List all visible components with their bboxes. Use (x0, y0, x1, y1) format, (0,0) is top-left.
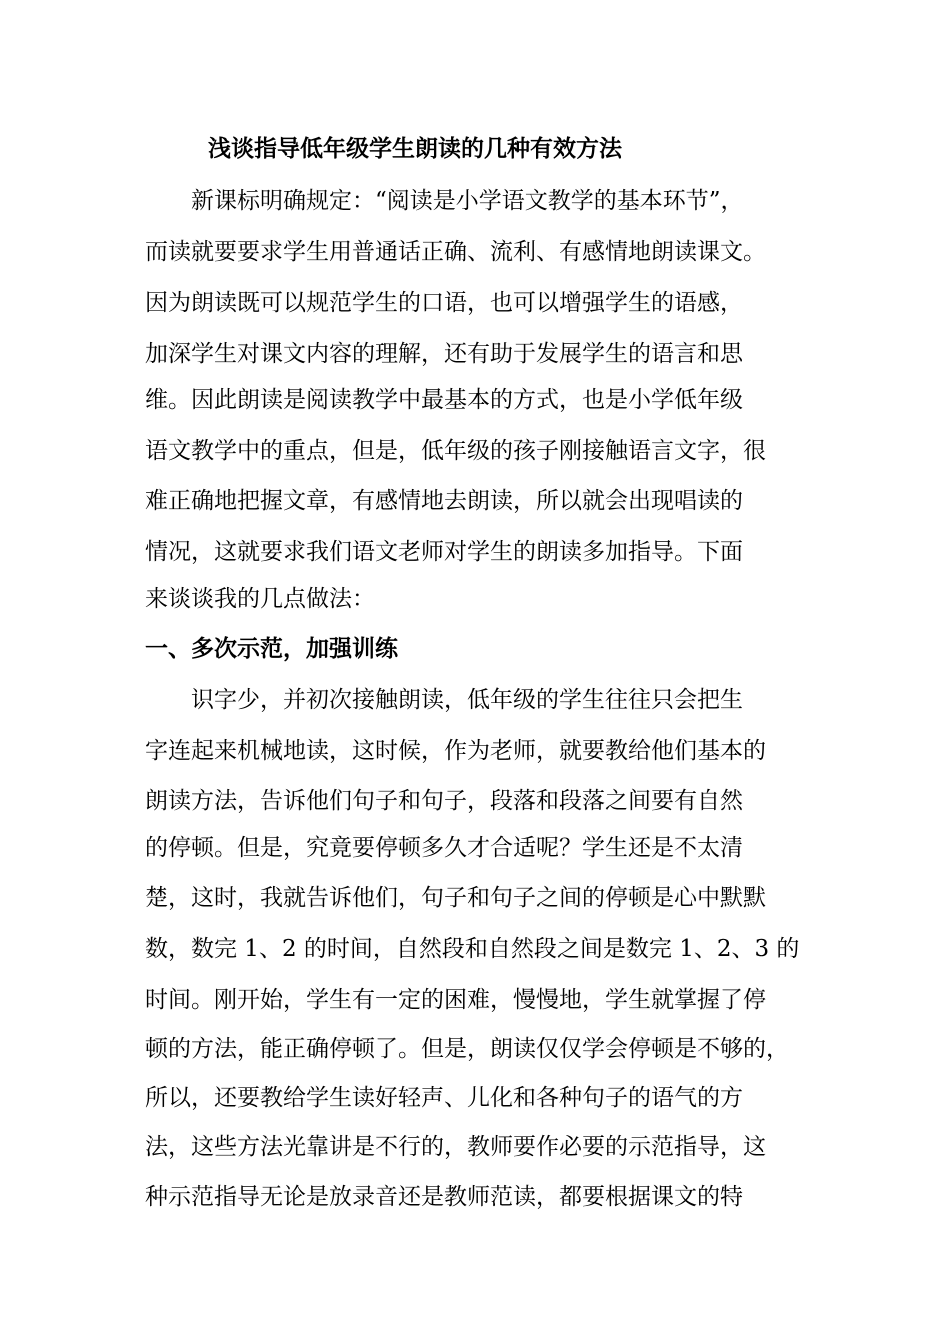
paragraph-line: 因为朗读既可以规范学生的口语，也可以增强学生的语感， (145, 290, 743, 316)
paragraph-line: 维。因此朗读是阅读教学中最基本的方式，也是小学低年级 (145, 387, 743, 413)
paragraph-line: 语文教学中的重点，但是，低年级的孩子刚接触语言文字，很 (145, 438, 766, 464)
section-heading: 一、多次示范，加强训练 (145, 635, 398, 662)
paragraph-line: 楚，这时，我就告诉他们，句子和句子之间的停顿是心中默默 (145, 885, 766, 911)
paragraph-line: 新课标明确规定：“阅读是小学语文教学的基本环节”， (145, 188, 744, 214)
paragraph-line: 字连起来机械地读，这时候，作为老师，就要教给他们基本的 (145, 738, 766, 764)
paragraph-line: 的停顿。但是，究竟要停顿多久才合适呢？学生还是不太清 (145, 835, 743, 861)
paragraph-line: 难正确地把握文章，有感情地去朗读，所以就会出现唱读的 (145, 488, 743, 514)
paragraph-line: 加深学生对课文内容的理解，还有助于发展学生的语言和思 (145, 341, 743, 367)
paragraph-line: 而读就要要求学生用普通话正确、流利、有感情地朗读课文。 (145, 239, 766, 265)
document-title: 浅谈指导低年级学生朗读的几种有效方法 (208, 135, 622, 162)
paragraph-line: 时间。刚开始，学生有一定的困难，慢慢地，学生就掌握了停 (145, 987, 766, 1013)
paragraph-line: 种示范指导无论是放录音还是教师范读，都要根据课文的特 (145, 1184, 743, 1210)
paragraph-line: 数，数完 1、2 的时间，自然段和自然段之间是数完 1、2、3 的 (145, 936, 800, 962)
paragraph-line: 法，这些方法光靠讲是不行的，教师要作必要的示范指导，这 (145, 1134, 766, 1160)
paragraph-line: 朗读方法，告诉他们句子和句子，段落和段落之间要有自然 (145, 788, 743, 814)
paragraph-line: 所以，还要教给学生读好轻声、儿化和各种句子的语气的方 (145, 1085, 743, 1111)
paragraph-line: 顿的方法，能正确停顿了。但是，朗读仅仅学会停顿是不够的， (145, 1036, 789, 1062)
paragraph-line: 识字少，并初次接触朗读，低年级的学生往往只会把生 (145, 687, 743, 713)
paragraph-line: 情况，这就要求我们语文老师对学生的朗读多加指导。下面 (145, 539, 743, 565)
paragraph-line: 来谈谈我的几点做法： (145, 586, 375, 612)
